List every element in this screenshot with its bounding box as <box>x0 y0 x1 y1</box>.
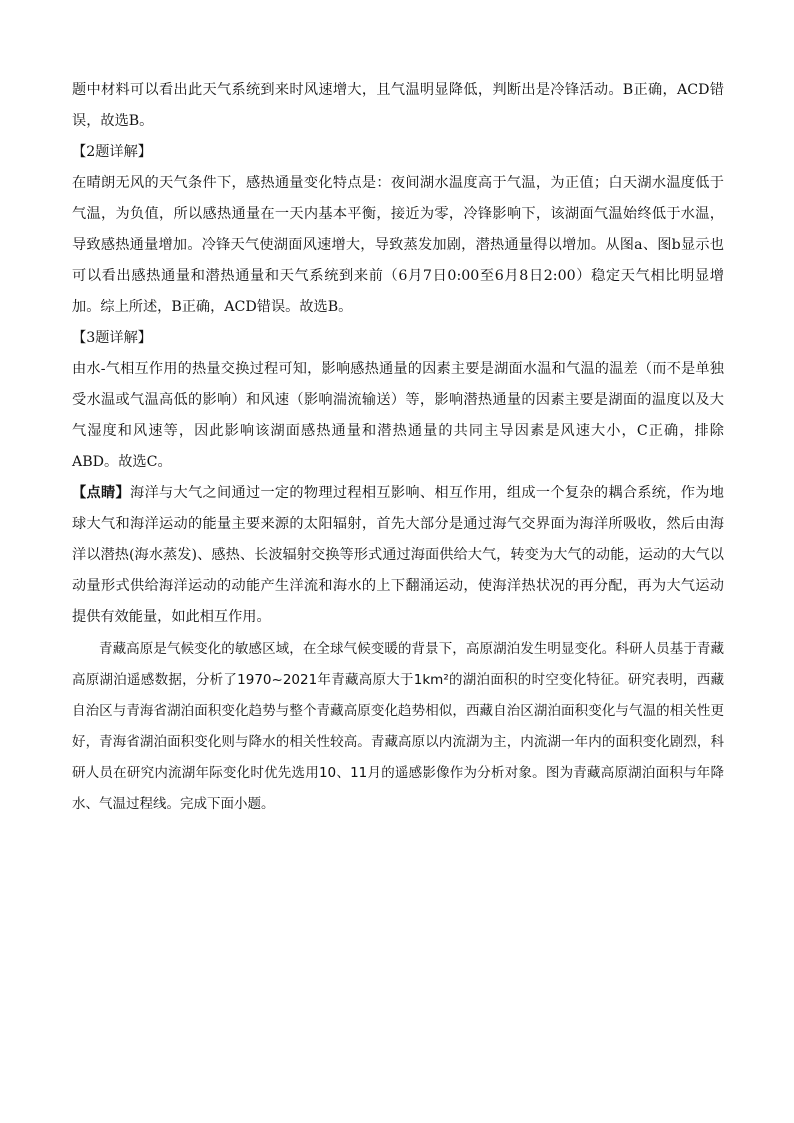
question-2-heading: 【2题详解】 <box>72 144 152 160</box>
question-3-heading: 【3题详解】 <box>72 330 152 346</box>
answer-paragraph-1: 题中材料可以看出此天气系统到来时风速增大，且气温明显降低，判断出是冷锋活动。B正确，ACD错误，故选B。 <box>72 82 724 129</box>
answer-paragraph-2: 在晴朗无风的天气条件下，感热通量变化特点是：夜间湖水温度高于气温，为正值；白天湖水温度低于气温，为负值，所以感热通量在一天内基本平衡，接近为零，冷锋影响下，该湖面气温始终低于水温，导致感热通量增加。冷锋天气使湖面风速增大，导致蒸发加剧，潜热通量得以增加。从图a、图b显示也可以看出感热通量和潜热通量和天气系统到来前（6月7日0:00至6月8日2:00）稳定天气相比明显增加。综上所述，B正确，ACD错误。故选B。 <box>72 175 724 315</box>
material-paragraph: 青藏高原是气候变化的敏感区域，在全球气候变暖的背景下，高原湖泊发生明显变化。科研人员基于青藏高原湖泊遥感数据，分析了1970~2021年青藏高原大于1km²的湖泊面积的时空变化特征。研究表明，西藏自治区与青海省湖泊面积变化趋势与整个青藏高原变化趋势相似，西藏自治区湖泊面积变化与气温的相关性更好，青海省湖泊面积变化则与降水的相关性较高。青藏高原以内流湖为主，内流湖一年内的面积变化剧烈，科研人员在研究内流湖年际变化时优先选用10、11月的遥感影像作为分析对象。图为青藏高原湖泊面积与年降水、气温过程线。完成下面小题。 <box>72 641 724 812</box>
key-point-tag: 【点睛】 <box>72 485 130 501</box>
answer-paragraph-3: 由水-气相互作用的热量交换过程可知，影响感热通量的因素主要是湖面水温和气温的温差（而不是单独受水温或气温高低的影响）和风速（影响湍流输送）等，影响潜热通量的因素主要是湖面的温度以及大气湿度和风速等，因此影响该湖面感热通量和潜热通量的共同主导因素是风速大小，C正确，排除ABD。故选C。 <box>72 361 724 470</box>
key-point-paragraph <box>72 478 724 633</box>
key-point-text: 海洋与大气之间通过一定的物理过程相互影响、相互作用，组成一个复杂的耦合系统，作为地球大气和海洋运动的能量主要来源的太阳辐射，首先大部分是通过海气交界面为海洋所吸收，然后由海洋以潜热(海水蒸发)、感热、长波辐射交换等形式通过海面供给大气，转变为大气的动能，运动的大气以动量形式供给海洋运动的动能产生洋流和海水的上下翻涌运动，使海洋热状况的再分配，再为大气运动提供有效能量，如此相互作用。 <box>72 485 724 625</box>
